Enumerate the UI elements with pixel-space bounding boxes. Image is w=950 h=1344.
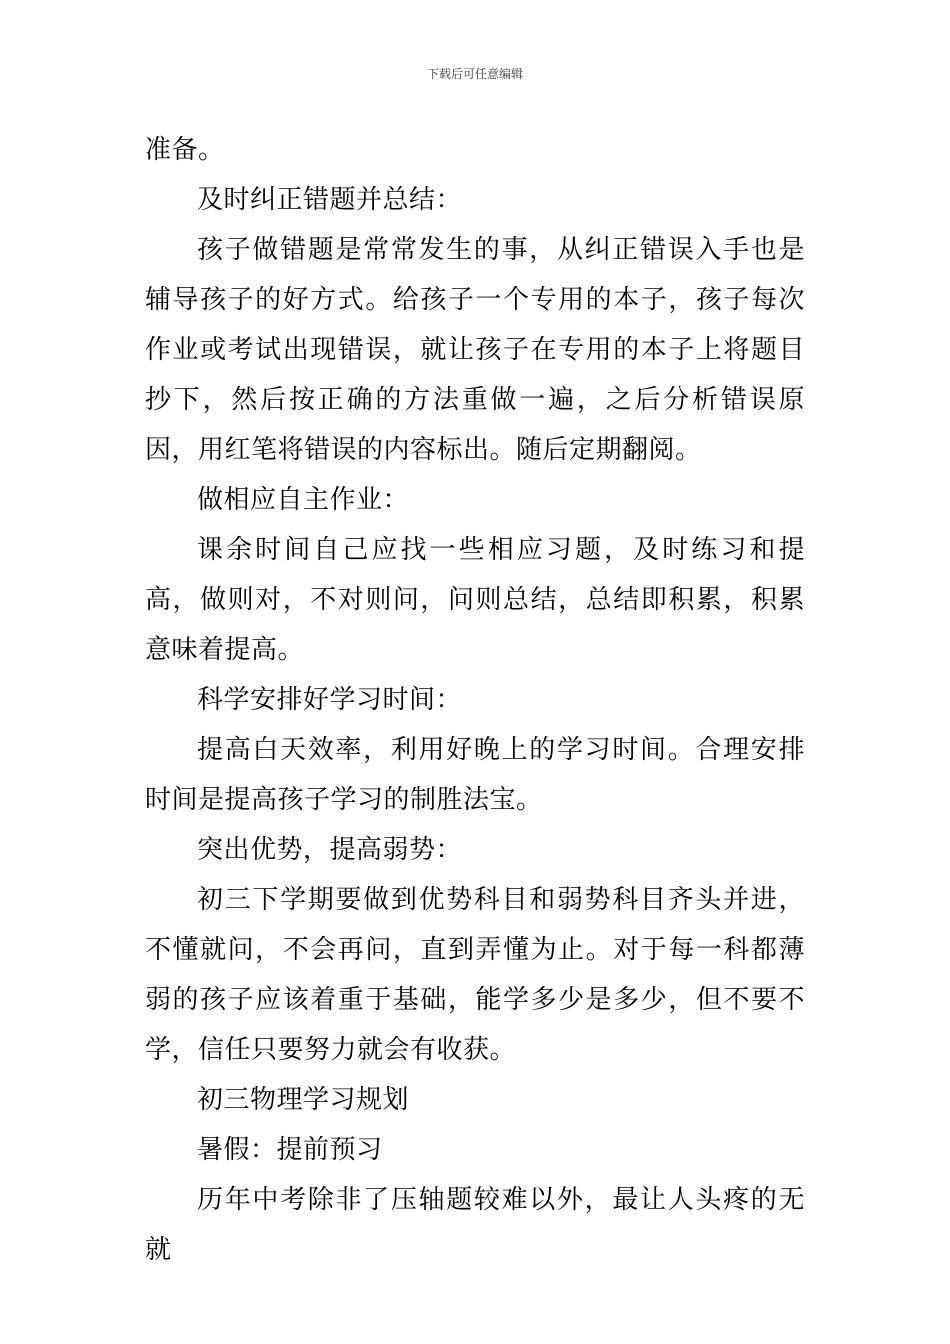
document-body [145,125,805,1275]
paragraph-time-management: 提高白天效率，利用好晚上的学习时间。合理安排时间是提高孩子学习的制胜法宝。 [145,735,805,815]
page-header: 下载后可任意编辑 [426,67,523,81]
paragraph-strengths-weaknesses: 初三下学期要做到优势科目和弱势科目齐头并进，不懂就问，不会再问，直到弄懂为止。对于每一科都薄弱的孩子应该着重于基础，能学多少是多少，但不要不学，信任只要努力就会有收获。 [145,885,805,1065]
paragraph-heading-strengths: 突出优势，提高弱势： [197,835,463,865]
paragraph-heading-physics-plan: 初三物理学习规划 [197,1085,410,1115]
paragraph-heading-self-homework: 做相应自主作业： [197,485,410,515]
paragraph-heading-correct-errors: 及时纠正错题并总结： [197,185,463,215]
paragraph-heading-time-management: 科学安排好学习时间： [197,685,463,715]
paragraph-heading-summer-preview: 暑假：提前预习 [197,1135,383,1165]
paragraph-continuation: 准备。 [145,135,225,165]
paragraph-exam-difficulty: 历年中考除非了压轴题较难以外，最让人头疼的无就 [145,1185,805,1265]
paragraph-self-practice: 课余时间自己应找一些相应习题，及时练习和提高，做则对，不对则问，问则总结，总结即积累，积累意味着提高。 [145,535,805,665]
paragraph-error-notebook: 孩子做错题是常常发生的事，从纠正错误入手也是辅导孩子的好方式。给孩子一个专用的本子，孩子每次作业或考试出现错误，就让孩子在专用的本子上将题目抄下，然后按正确的方法重做一遍，之后分析错误原因，用红笔将错误的内容标出。随后定期翻阅。 [145,235,805,465]
